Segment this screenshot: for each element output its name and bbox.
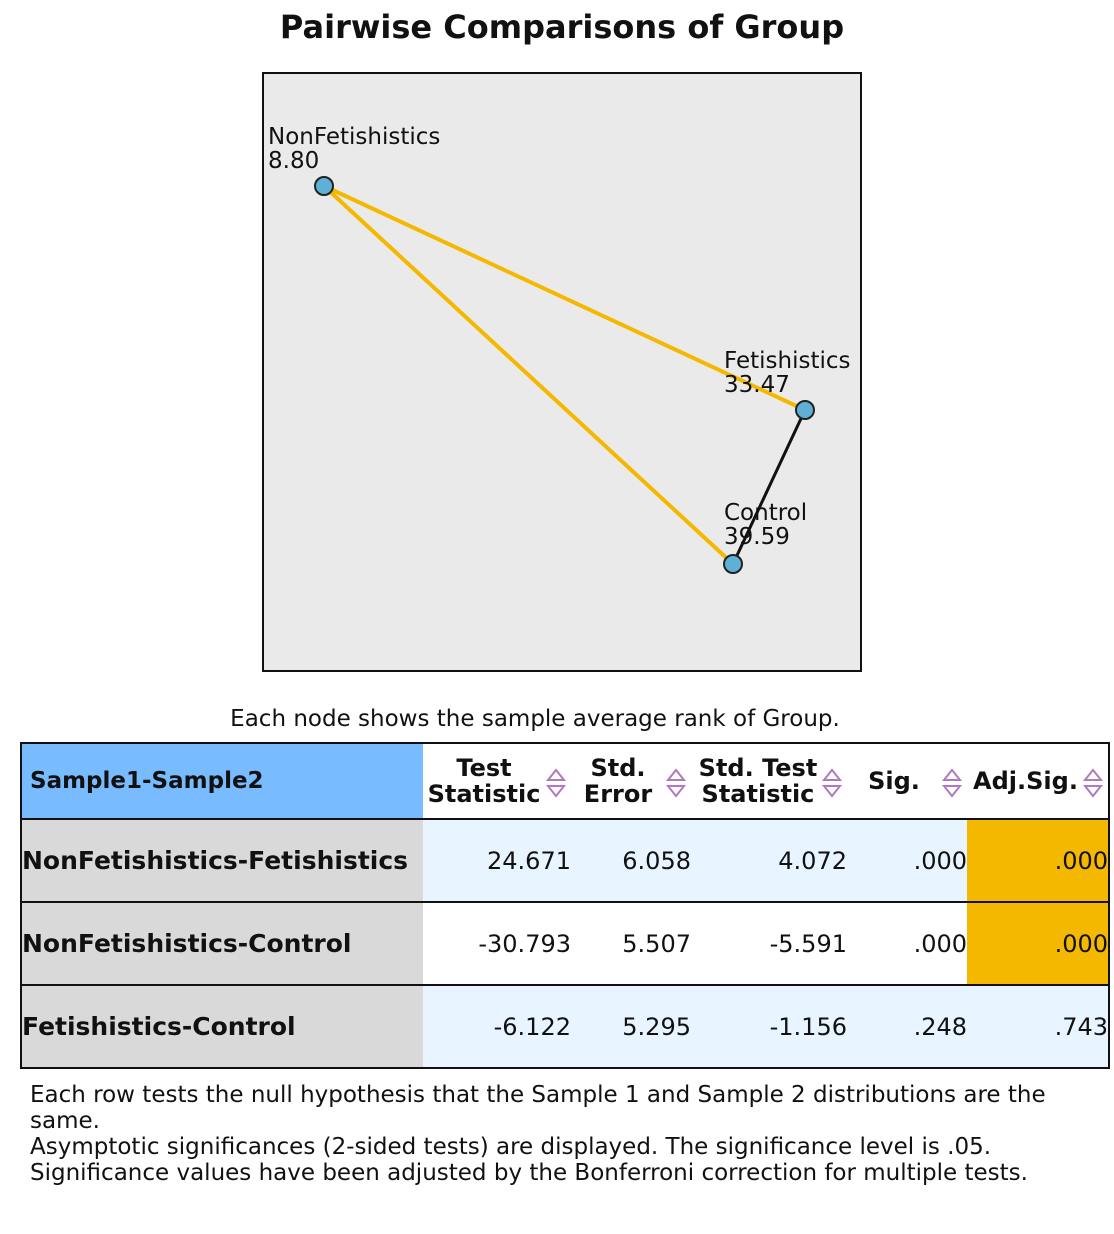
node-fetishistics [796,401,814,419]
cell-std-error: 5.295 [571,985,691,1068]
cell-std-test-statistic: -5.591 [691,902,847,985]
column-header-label: Std. [590,754,646,782]
cell-adj-sig-highlighted: .000 [967,819,1109,902]
column-header-label: Adj.Sig. [973,767,1078,795]
column-header-label: Sig. [868,767,920,795]
cell-std-error: 5.507 [571,902,691,985]
column-header-label: Test [456,754,512,782]
row-label: NonFetishistics-Control [21,902,423,985]
footnote-line: Significance values have been adjusted by the Bonferroni correction for multiple tests. [30,1160,1028,1186]
cell-test-statistic: 24.671 [423,819,571,902]
cell-sig: .248 [847,985,967,1068]
table-row [21,902,1109,985]
column-header-label: Std. Test [698,754,818,782]
column-header-adj-sig[interactable] [967,743,1109,819]
sort-icon[interactable] [1082,766,1104,800]
chart-title: Pairwise Comparisons of Group [279,8,845,46]
cell-sig: .000 [847,819,967,902]
column-header-std-error[interactable] [571,743,691,819]
row-label: NonFetishistics-Fetishistics [21,819,423,902]
edge-nonfetishistics-control [324,186,733,564]
table-row [21,985,1109,1068]
comparison-network-graph [262,72,862,672]
table-header-row [21,743,1109,819]
cell-test-statistic: -30.793 [423,902,571,985]
column-header-label: Sample1-Sample2 [30,768,264,794]
cell-std-test-statistic: -1.156 [691,985,847,1068]
graph-caption: Each node shows the sample average rank of Group. [230,706,840,732]
table-row [21,819,1109,902]
column-header-sig[interactable] [847,743,967,819]
node-nonfetishistics [315,177,333,195]
cell-adj-sig-highlighted: .000 [967,902,1109,985]
sort-icon[interactable] [941,766,963,800]
column-header-sample-pair[interactable] [21,743,423,819]
cell-adj-sig: .743 [967,985,1109,1068]
column-header-label: Error [583,780,653,808]
column-header-test-statistic[interactable] [423,743,571,819]
node-label-nonfetishistics: NonFetishistics [268,124,441,150]
table-footnotes [30,1082,1100,1186]
sort-icon[interactable] [545,766,567,800]
node-value-control: 39.59 [724,524,790,550]
row-label: Fetishistics-Control [21,985,423,1068]
node-value-fetishistics: 33.47 [724,372,790,398]
network-svg [264,74,862,672]
cell-test-statistic: -6.122 [423,985,571,1068]
footnote-line: Asymptotic significances (2-sided tests) are displayed. The significance level is .05. [30,1134,992,1160]
column-header-label: Statistic [427,780,541,808]
cell-sig: .000 [847,902,967,985]
column-header-label: Statistic [701,780,815,808]
cell-std-test-statistic: 4.072 [691,819,847,902]
node-label-control: Control [724,500,808,526]
sort-icon[interactable] [821,766,843,800]
node-control [724,555,742,573]
sort-icon[interactable] [665,766,687,800]
footnote-line: Each row tests the null hypothesis that the Sample 1 and Sample 2 distributions are the same. [30,1082,1046,1134]
column-header-std-test-statistic[interactable] [691,743,847,819]
node-label-fetishistics: Fetishistics [724,348,851,374]
pairwise-comparison-table [20,742,1110,1069]
node-value-nonfetishistics: 8.80 [268,148,320,174]
cell-std-error: 6.058 [571,819,691,902]
